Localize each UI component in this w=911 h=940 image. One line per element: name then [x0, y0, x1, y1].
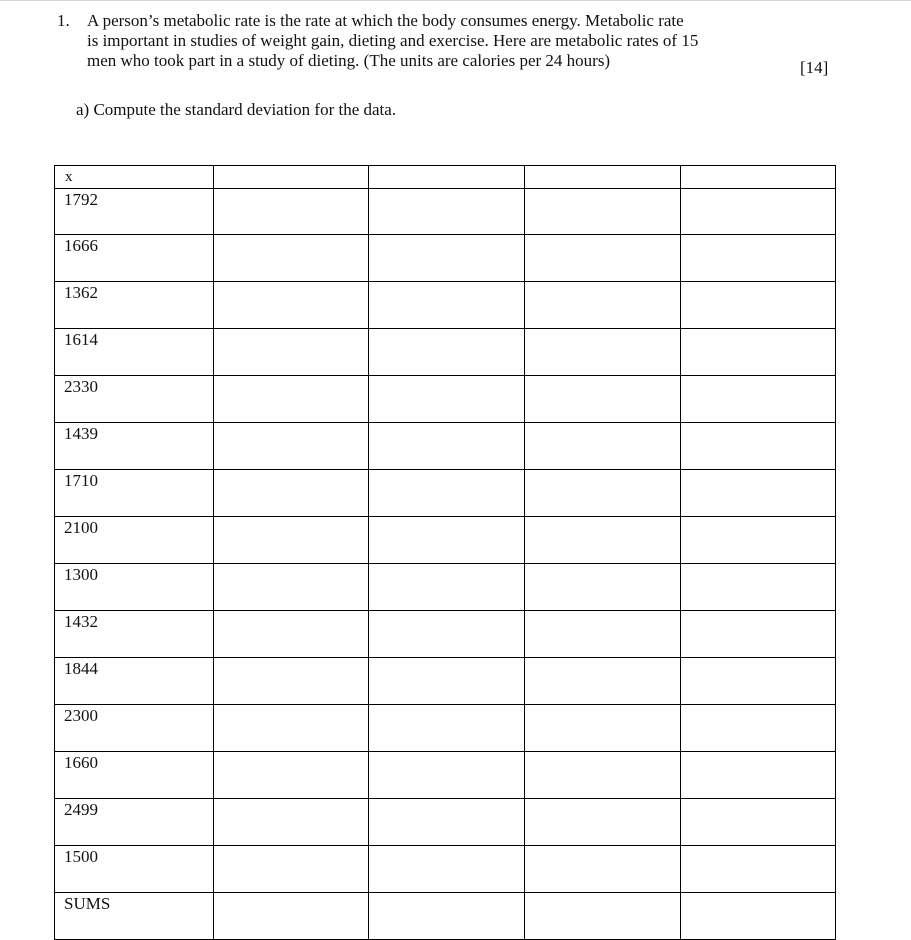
table-row — [55, 846, 836, 893]
answer-cell[interactable] — [525, 611, 681, 658]
blank-cell — [214, 166, 369, 189]
answer-cell[interactable] — [369, 611, 525, 658]
answer-cell[interactable] — [681, 423, 836, 470]
answer-cell[interactable] — [369, 329, 525, 376]
answer-cell[interactable] — [525, 705, 681, 752]
blank-cell — [369, 166, 525, 189]
question-line-2: is important in studies of weight gain, dieting and exercise. Here are metabolic rates of 15 — [87, 31, 699, 50]
answer-cell[interactable] — [369, 282, 525, 329]
answer-cell[interactable] — [369, 189, 525, 235]
answer-cell[interactable] — [369, 705, 525, 752]
answer-cell[interactable] — [681, 846, 836, 893]
answer-cell[interactable] — [214, 235, 369, 282]
x-value-cell: 2100 — [55, 517, 214, 564]
answer-cell[interactable] — [369, 235, 525, 282]
answer-cell[interactable] — [525, 423, 681, 470]
column-header-x: x — [55, 166, 214, 189]
answer-cell[interactable] — [214, 752, 369, 799]
answer-cell[interactable] — [369, 893, 525, 940]
answer-cell[interactable] — [214, 470, 369, 517]
x-value-cell: 2300 — [55, 705, 214, 752]
answer-cell[interactable] — [681, 658, 836, 705]
answer-cell[interactable] — [214, 705, 369, 752]
sums-row — [55, 893, 836, 940]
table-row — [55, 376, 836, 423]
x-value-cell: 1300 — [55, 564, 214, 611]
answer-cell[interactable] — [214, 282, 369, 329]
answer-cell[interactable] — [214, 517, 369, 564]
answer-cell[interactable] — [681, 611, 836, 658]
answer-cell[interactable] — [525, 189, 681, 235]
answer-cell[interactable] — [525, 329, 681, 376]
answer-cell[interactable] — [525, 564, 681, 611]
answer-cell[interactable] — [214, 799, 369, 846]
answer-cell[interactable] — [525, 846, 681, 893]
answer-cell[interactable] — [525, 752, 681, 799]
x-value-cell: 1432 — [55, 611, 214, 658]
answer-cell[interactable] — [681, 282, 836, 329]
x-value-cell: 2330 — [55, 376, 214, 423]
x-value-cell: 1710 — [55, 470, 214, 517]
table-row — [55, 705, 836, 752]
answer-cell[interactable] — [369, 517, 525, 564]
answer-cell[interactable] — [214, 846, 369, 893]
table-row — [55, 658, 836, 705]
answer-cell[interactable] — [214, 423, 369, 470]
question-text — [87, 11, 787, 71]
x-value-cell: 1844 — [55, 658, 214, 705]
answer-cell[interactable] — [214, 893, 369, 940]
table-header-row — [55, 166, 836, 189]
answer-cell[interactable] — [369, 752, 525, 799]
answer-cell[interactable] — [525, 517, 681, 564]
answer-cell[interactable] — [681, 235, 836, 282]
answer-cell[interactable] — [214, 329, 369, 376]
table-row — [55, 329, 836, 376]
answer-cell[interactable] — [681, 470, 836, 517]
table-row — [55, 611, 836, 658]
x-value-cell: 2499 — [55, 799, 214, 846]
answer-cell[interactable] — [214, 376, 369, 423]
table-row — [55, 235, 836, 282]
answer-cell[interactable] — [525, 658, 681, 705]
question-line-3: men who took part in a study of dieting. (The units are calories per 24 hours) — [87, 51, 611, 70]
answer-cell[interactable] — [369, 376, 525, 423]
answer-cell[interactable] — [525, 799, 681, 846]
answer-cell[interactable] — [681, 893, 836, 940]
question-number: 1. — [57, 11, 70, 30]
table-row — [55, 752, 836, 799]
answer-cell[interactable] — [369, 658, 525, 705]
table-row — [55, 189, 836, 235]
answer-cell[interactable] — [369, 799, 525, 846]
answer-cell[interactable] — [214, 189, 369, 235]
question-marks: [14] — [800, 58, 829, 77]
table-row — [55, 799, 836, 846]
answer-cell[interactable] — [681, 517, 836, 564]
x-value-cell: 1666 — [55, 235, 214, 282]
answer-cell[interactable] — [681, 705, 836, 752]
page-top-border — [0, 0, 911, 1]
x-value-cell: 1660 — [55, 752, 214, 799]
sums-label-cell: SUMS — [55, 893, 214, 940]
answer-cell[interactable] — [214, 611, 369, 658]
answer-cell[interactable] — [369, 846, 525, 893]
answer-cell[interactable] — [681, 189, 836, 235]
table-row — [55, 282, 836, 329]
answer-cell[interactable] — [214, 564, 369, 611]
x-value-cell: 1500 — [55, 846, 214, 893]
blank-cell — [681, 166, 836, 189]
answer-cell[interactable] — [681, 799, 836, 846]
answer-cell[interactable] — [525, 282, 681, 329]
working-table — [54, 165, 836, 940]
answer-cell[interactable] — [369, 470, 525, 517]
answer-cell[interactable] — [214, 658, 369, 705]
table-row — [55, 470, 836, 517]
table-row — [55, 423, 836, 470]
answer-cell[interactable] — [681, 376, 836, 423]
answer-cell[interactable] — [681, 564, 836, 611]
answer-cell[interactable] — [681, 329, 836, 376]
x-value-cell: 1439 — [55, 423, 214, 470]
answer-cell[interactable] — [525, 893, 681, 940]
answer-cell[interactable] — [369, 423, 525, 470]
x-value-cell: 1614 — [55, 329, 214, 376]
answer-cell[interactable] — [525, 376, 681, 423]
table-row — [55, 517, 836, 564]
answer-cell[interactable] — [369, 564, 525, 611]
answer-cell[interactable] — [525, 235, 681, 282]
blank-cell — [525, 166, 681, 189]
answer-cell[interactable] — [681, 752, 836, 799]
table-row — [55, 564, 836, 611]
answer-cell[interactable] — [525, 470, 681, 517]
question-line-1: A person’s metabolic rate is the rate at which the body consumes energy. Metabolic rate — [87, 11, 684, 30]
x-value-cell: 1792 — [55, 189, 214, 235]
sub-question-a: a) Compute the standard deviation for the data. — [76, 100, 397, 119]
x-value-cell: 1362 — [55, 282, 214, 329]
